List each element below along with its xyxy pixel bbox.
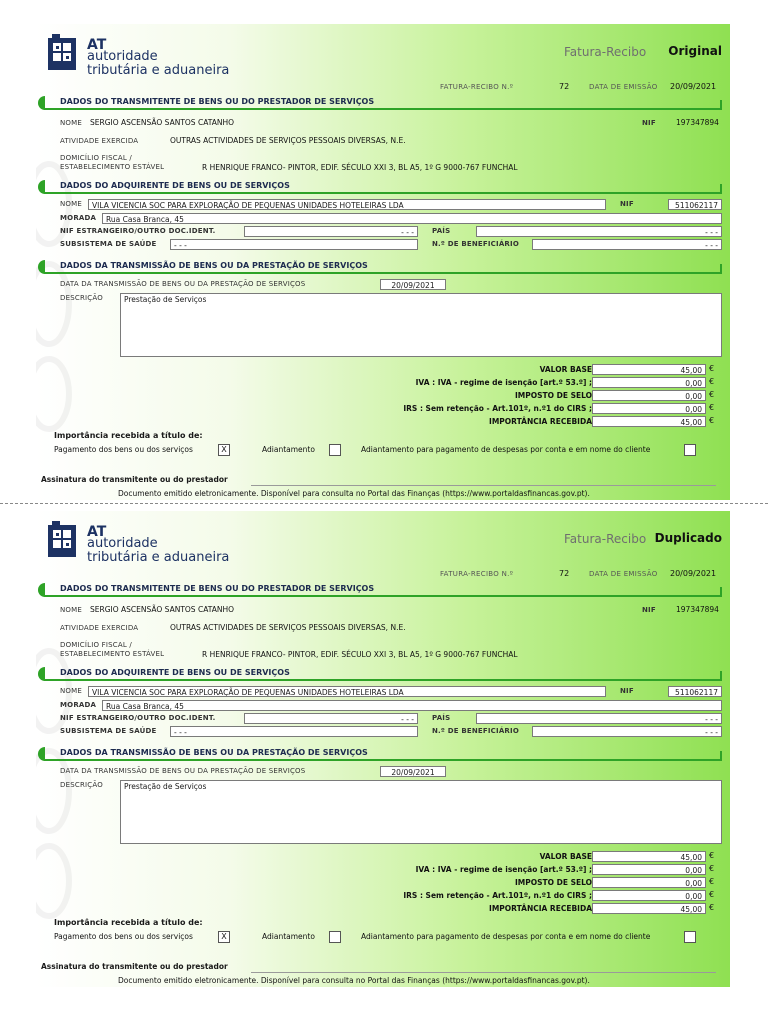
document-type: Fatura-Recibo (564, 45, 647, 59)
receipt-copy-duplicate (36, 511, 730, 987)
footer-note: Documento emitido eletronicamente. Disponível para consulta no Portal das Finanças (https://www.portaldasfinancas.gov.pt). (118, 976, 590, 985)
buyer-health-label: SUBSISTEMA DE SAÚDE (60, 240, 157, 248)
amount-value-irs: 0,00 (592, 890, 706, 901)
amount-value-received: 45,00 (592, 416, 706, 427)
amount-label-stamp: IMPOSTO DE SELO (514, 878, 592, 887)
invoice-number-label: FATURA-RECIBO N.º (440, 570, 514, 578)
currency-symbol: € (709, 377, 715, 386)
signature-label: Assinatura do transmitente ou do prestador (41, 962, 228, 971)
amount-value-received: 45,00 (592, 903, 706, 914)
logo-line-1: autoridade (87, 49, 158, 64)
description-label: DESCRIÇÃO (60, 294, 103, 302)
currency-symbol: € (709, 864, 715, 873)
buyer-foreign-id-label: NIF ESTRANGEIRO/OUTRO DOC.IDENT. (60, 227, 216, 235)
amount-value-base: 45,00 (592, 851, 706, 862)
issue-date-label: DATA DE EMISSÃO (589, 83, 658, 91)
seller-section-header (38, 96, 722, 110)
transmission-section-header (38, 260, 722, 274)
buyer-health-field: - - - (170, 239, 418, 250)
buyer-beneficiary-label: N.º DE BENEFICIÁRIO (432, 240, 519, 248)
signature-label: Assinatura do transmitente ou do prestador (41, 475, 228, 484)
footer-note: Documento emitido eletronicamente. Disponível para consulta no Portal das Finanças (https://www.portaldasfinancas.gov.pt). (118, 489, 590, 498)
received-option-advance-label: Adiantamento (262, 932, 315, 941)
amount-label-vat: IVA : IVA - regime de isenção [art.º 53.º] ; (415, 378, 592, 387)
buyer-name-label: NOME (60, 687, 83, 695)
currency-symbol: € (709, 903, 715, 912)
received-title: Importância recebida a título de: (54, 918, 203, 927)
currency-symbol: € (709, 403, 715, 412)
buyer-address-field: Rua Casa Branca, 45 (102, 213, 722, 224)
buyer-country-label: PAÍS (432, 714, 451, 722)
seller-activity-label: ATIVIDADE EXERCIDA (60, 137, 139, 145)
amount-value-irs: 0,00 (592, 403, 706, 414)
amount-label-irs: IRS : Sem retenção - Art.101º, n.º1 do CIRS ; (403, 891, 592, 900)
buyer-foreign-id-field: - - - (244, 226, 418, 237)
transmission-date-label: DATA DA TRANSMISSÃO DE BENS OU DA PRESTAÇÃO DE SERVIÇOS (60, 767, 306, 775)
logo-line-1: autoridade (87, 536, 158, 551)
received-option-advance-checkbox[interactable] (329, 931, 341, 943)
buyer-name-label: NOME (60, 200, 83, 208)
seller-domicile: R HENRIQUE FRANCO- PINTOR, EDIF. SÉCULO XXI 3, BL A5, 1º G 9000-767 FUNCHAL (202, 163, 518, 172)
copy-label: Original (668, 44, 722, 58)
logo-at-text: AT (87, 37, 107, 53)
currency-symbol: € (709, 890, 715, 899)
amount-value-vat: 0,00 (592, 377, 706, 388)
seller-nif: 197347894 (676, 118, 719, 127)
logo-line-2: tributária e aduaneira (87, 550, 230, 565)
transmission-section-title: DADOS DA TRANSMISSÃO DE BENS OU DA PRESTAÇÃO DE SERVIÇOS (60, 261, 368, 270)
received-option-payment-checkbox[interactable]: X (218, 444, 230, 456)
received-option-payment-label: Pagamento dos bens ou dos serviços (54, 932, 193, 941)
amount-value-vat: 0,00 (592, 864, 706, 875)
buyer-address-label: MORADA (60, 701, 97, 709)
seller-name: SERGIO ASCENSÃO SANTOS CATANHO (90, 118, 235, 127)
invoice-number: 72 (559, 569, 570, 578)
amount-label-stamp: IMPOSTO DE SELO (514, 391, 592, 400)
currency-symbol: € (709, 851, 715, 860)
receipt-copy-original (36, 24, 730, 500)
at-logo-icon (48, 34, 80, 72)
logo-line-2: tributária e aduaneira (87, 63, 230, 78)
buyer-section-title: DADOS DO ADQUIRENTE DE BENS OU DE SERVIÇOS (60, 668, 290, 677)
buyer-foreign-id-field: - - - (244, 713, 418, 724)
seller-nif: 197347894 (676, 605, 719, 614)
amount-value-stamp: 0,00 (592, 877, 706, 888)
buyer-beneficiary-field: - - - (532, 726, 722, 737)
seller-domicile-label-2: ESTABELECIMENTO ESTÁVEL (60, 163, 165, 171)
seller-section-title: DADOS DO TRANSMITENTE DE BENS OU DO PRESTADOR DE SERVIÇOS (60, 584, 375, 593)
buyer-health-label: SUBSISTEMA DE SAÚDE (60, 727, 157, 735)
seller-domicile: R HENRIQUE FRANCO- PINTOR, EDIF. SÉCULO XXI 3, BL A5, 1º G 9000-767 FUNCHAL (202, 650, 518, 659)
seller-nif-label: NIF (642, 606, 656, 614)
buyer-section-header (38, 667, 722, 681)
buyer-health-field: - - - (170, 726, 418, 737)
received-title: Importância recebida a título de: (54, 431, 203, 440)
transmission-section-title: DADOS DA TRANSMISSÃO DE BENS OU DA PRESTAÇÃO DE SERVIÇOS (60, 748, 368, 757)
seller-activity: OUTRAS ACTIVIDADES DE SERVIÇOS PESSOAIS DIVERSAS, N.E. (170, 136, 406, 145)
amount-label-received: IMPORTÂNCIA RECEBIDA (489, 417, 592, 426)
buyer-name-field: VILA VICENCIA SOC PARA EXPLORAÇÃO DE PEQUENAS UNIDADES HOTELEIRAS LDA (88, 686, 606, 697)
description-label: DESCRIÇÃO (60, 781, 103, 789)
description-field: Prestação de Serviços (120, 780, 722, 844)
received-option-payment-label: Pagamento dos bens ou dos serviços (54, 445, 193, 454)
invoice-number: 72 (559, 82, 570, 91)
amount-label-base: VALOR BASE (539, 365, 592, 374)
buyer-country-field: - - - (476, 226, 722, 237)
amount-label-irs: IRS : Sem retenção - Art.101º, n.º1 do CIRS ; (403, 404, 592, 413)
issue-date-label: DATA DE EMISSÃO (589, 570, 658, 578)
received-option-expenses-checkbox[interactable] (684, 444, 696, 456)
amount-value-stamp: 0,00 (592, 390, 706, 401)
buyer-beneficiary-field: - - - (532, 239, 722, 250)
buyer-section-title: DADOS DO ADQUIRENTE DE BENS OU DE SERVIÇOS (60, 181, 290, 190)
cut-line (0, 503, 768, 504)
currency-symbol: € (709, 416, 715, 425)
description-field: Prestação de Serviços (120, 293, 722, 357)
seller-name: SERGIO ASCENSÃO SANTOS CATANHO (90, 605, 235, 614)
buyer-section-header (38, 180, 722, 194)
received-option-payment-checkbox[interactable]: X (218, 931, 230, 943)
buyer-beneficiary-label: N.º DE BENEFICIÁRIO (432, 727, 519, 735)
buyer-country-field: - - - (476, 713, 722, 724)
issue-date: 20/09/2021 (670, 82, 717, 91)
issue-date: 20/09/2021 (670, 569, 717, 578)
amount-label-received: IMPORTÂNCIA RECEBIDA (489, 904, 592, 913)
seller-nif-label: NIF (642, 119, 656, 127)
seller-domicile-label-1: DOMICÍLIO FISCAL / (60, 641, 132, 649)
seller-name-label: NOME (60, 119, 83, 127)
logo-at-text: AT (87, 524, 107, 540)
seller-name-label: NOME (60, 606, 83, 614)
buyer-address-label: MORADA (60, 214, 97, 222)
buyer-country-label: PAÍS (432, 227, 451, 235)
received-option-expenses-label: Adiantamento para pagamento de despesas por conta e em nome do cliente (361, 445, 651, 454)
received-option-advance-checkbox[interactable] (329, 444, 341, 456)
transmission-section-header (38, 747, 722, 761)
seller-section-title: DADOS DO TRANSMITENTE DE BENS OU DO PRESTADOR DE SERVIÇOS (60, 97, 375, 106)
seller-activity: OUTRAS ACTIVIDADES DE SERVIÇOS PESSOAIS DIVERSAS, N.E. (170, 623, 406, 632)
buyer-foreign-id-label: NIF ESTRANGEIRO/OUTRO DOC.IDENT. (60, 714, 216, 722)
buyer-nif-label: NIF (620, 200, 634, 208)
copy-label: Duplicado (654, 531, 722, 545)
buyer-nif-field: 511062117 (668, 686, 722, 697)
seller-activity-label: ATIVIDADE EXERCIDA (60, 624, 139, 632)
at-logo-icon (48, 521, 80, 559)
received-option-expenses-label: Adiantamento para pagamento de despesas por conta e em nome do cliente (361, 932, 651, 941)
seller-domicile-label-1: DOMICÍLIO FISCAL / (60, 154, 132, 162)
received-option-expenses-checkbox[interactable] (684, 931, 696, 943)
buyer-nif-label: NIF (620, 687, 634, 695)
amount-label-base: VALOR BASE (539, 852, 592, 861)
buyer-address-field: Rua Casa Branca, 45 (102, 700, 722, 711)
transmission-date-field: 20/09/2021 (380, 766, 446, 777)
buyer-nif-field: 511062117 (668, 199, 722, 210)
invoice-number-label: FATURA-RECIBO N.º (440, 83, 514, 91)
seller-section-header (38, 583, 722, 597)
signature-line (251, 485, 716, 486)
received-option-advance-label: Adiantamento (262, 445, 315, 454)
transmission-date-field: 20/09/2021 (380, 279, 446, 290)
currency-symbol: € (709, 390, 715, 399)
signature-line (251, 972, 716, 973)
seller-domicile-label-2: ESTABELECIMENTO ESTÁVEL (60, 650, 165, 658)
document-type: Fatura-Recibo (564, 532, 647, 546)
buyer-name-field: VILA VICENCIA SOC PARA EXPLORAÇÃO DE PEQUENAS UNIDADES HOTELEIRAS LDA (88, 199, 606, 210)
amount-label-vat: IVA : IVA - regime de isenção [art.º 53.º] ; (415, 865, 592, 874)
transmission-date-label: DATA DA TRANSMISSÃO DE BENS OU DA PRESTAÇÃO DE SERVIÇOS (60, 280, 306, 288)
currency-symbol: € (709, 877, 715, 886)
amount-value-base: 45,00 (592, 364, 706, 375)
currency-symbol: € (709, 364, 715, 373)
